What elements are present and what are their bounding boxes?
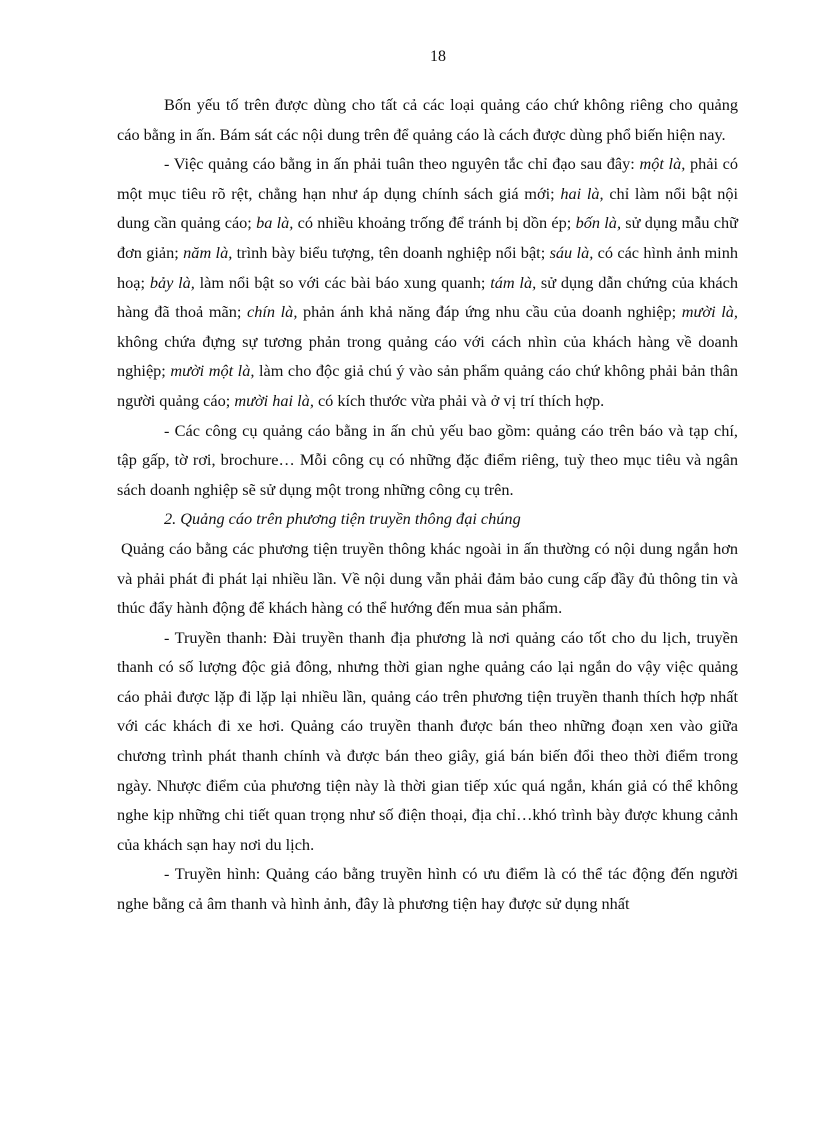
ordinal-marker: bảy là, — [149, 272, 195, 292]
paragraph-text: - Truyền hình: Quảng cáo bằng truyền hình có ưu điểm là có thể tác động đến người nghe bằng cả âm thanh và hình ảnh, đây là phương tiện hay được sử dụng nhất — [117, 864, 738, 914]
paragraph — [117, 149, 738, 415]
paragraph-text: làm cho độc giả chú ý vào sản phẩm quảng cáo chứ không phải bản thân người quảng cáo; — [117, 361, 738, 410]
paragraph-text: 2. Quảng cáo trên phương tiện truyền thông đại chúng — [164, 509, 521, 529]
paragraph-text: - Các công cụ quảng cáo bằng in ấn chủ yếu bao gồm: quảng cáo trên báo và tạp chí, tập gấp, tờ rơi, brochure… Mỗi công cụ có những đặc điểm riêng, tuỳ theo mục tiêu và ngân sách doanh nghiệp sẽ sử dụng một trong những công cụ trên. — [117, 420, 738, 499]
ordinal-marker: chín là, — [247, 302, 298, 322]
paragraph-text: - Việc quảng cáo bằng in ấn phải tuân theo nguyên tắc chỉ đạo sau đây: — [164, 154, 640, 174]
paragraph-text: Quảng cáo bằng các phương tiện truyền thông khác ngoài in ấn thường có nội dung ngắn hơn và phải phát đi phát lại nhiều lần. Về nội dung vẫn phải đảm bảo cung cấp đầy đủ thông tin và thúc đẩy hành động để khách hàng có thể hướng đến mua sản phẩm. — [117, 538, 738, 618]
page-number: 18 — [430, 48, 446, 65]
paragraph-text: có nhiều khoảng trống để tránh bị dồn ép; — [293, 213, 576, 233]
paragraph-text: Bốn yếu tố trên được dùng cho tất cả các loại quảng cáo chứ không riêng cho quảng cáo bằng in ấn. Bám sát các nội dung trên để quảng cáo là cách được dùng phổ biến hiện nay. — [117, 95, 738, 144]
paragraph-text: trình bày biểu tượng, tên doanh nghiệp nổi bật; — [232, 242, 550, 262]
paragraph-text: phản ánh khả năng đáp ứng nhu cầu của doanh nghiệp; — [297, 302, 682, 322]
paragraph-text: sử dụng dẫn chứng của khách hàng đã thoả mãn; — [117, 272, 738, 322]
paragraph-text: có các hình ảnh minh hoạ; — [117, 242, 738, 292]
ordinal-marker: tám là, — [490, 272, 537, 292]
paragraph — [117, 623, 738, 860]
paragraph — [117, 416, 738, 505]
paragraph-text: - Truyền thanh: Đài truyền thanh địa phương là nơi quảng cáo tốt cho du lịch, truyền thanh có số lượng độc giả đông, nhưng thời gian nghe quảng cáo lại ngắn do vậy việc quảng cáo phải được lặp đi lặp lại nhiều lần, quảng cáo trên phương tiện truyền thanh thích hợp nhất với các khách đi xe hơi. Quảng cáo truyền thanh được bán theo những đoạn xen vào giữa chương trình phát thanh chính và được bán theo giây, giá bán biến đổi theo thời điểm trong ngày. Nhược điểm của phương tiện này là thời gian tiếp xúc quá ngắn, khán giả có thể không nghe kịp những chi tiết quan trọng như số điện thoại, địa chỉ…khó trình bày được khung cảnh của khách sạn hay nơi du lịch. — [117, 627, 738, 854]
ordinal-marker: mười một là, — [170, 361, 255, 381]
ordinal-marker: hai là, — [560, 183, 604, 203]
paragraph-text: sử dụng mẫu chữ đơn giản; — [117, 213, 738, 262]
ordinal-marker: mười là, — [681, 302, 738, 322]
paragraph-text: phải có một mục tiêu rõ rệt, chẳng hạn như áp dụng chính sách giá mới; — [117, 154, 738, 203]
document-body — [117, 90, 738, 919]
paragraph — [117, 859, 738, 918]
ordinal-marker: một là, — [639, 154, 686, 174]
ordinal-marker: bốn là, — [575, 213, 622, 233]
paragraph-text: làm nổi bật so với các bài báo xung quanh; — [194, 272, 491, 292]
ordinal-marker: ba là, — [256, 213, 294, 233]
paragraph-text: có kích thước vừa phải và ở vị trí thích hợp. — [313, 390, 605, 410]
paragraph — [117, 534, 738, 623]
section-heading — [117, 504, 738, 534]
ordinal-marker: năm là, — [183, 242, 233, 262]
paragraph-text: không chứa đựng sự tương phản trong quảng cáo với cách nhìn của khách hàng về doanh nghiệp; — [117, 331, 738, 381]
paragraph — [117, 90, 738, 149]
paragraph-text: chỉ làm nổi bật nội dung cần quảng cáo; — [117, 183, 738, 233]
ordinal-marker: sáu là, — [549, 242, 594, 262]
ordinal-marker: mười hai là, — [234, 390, 314, 410]
